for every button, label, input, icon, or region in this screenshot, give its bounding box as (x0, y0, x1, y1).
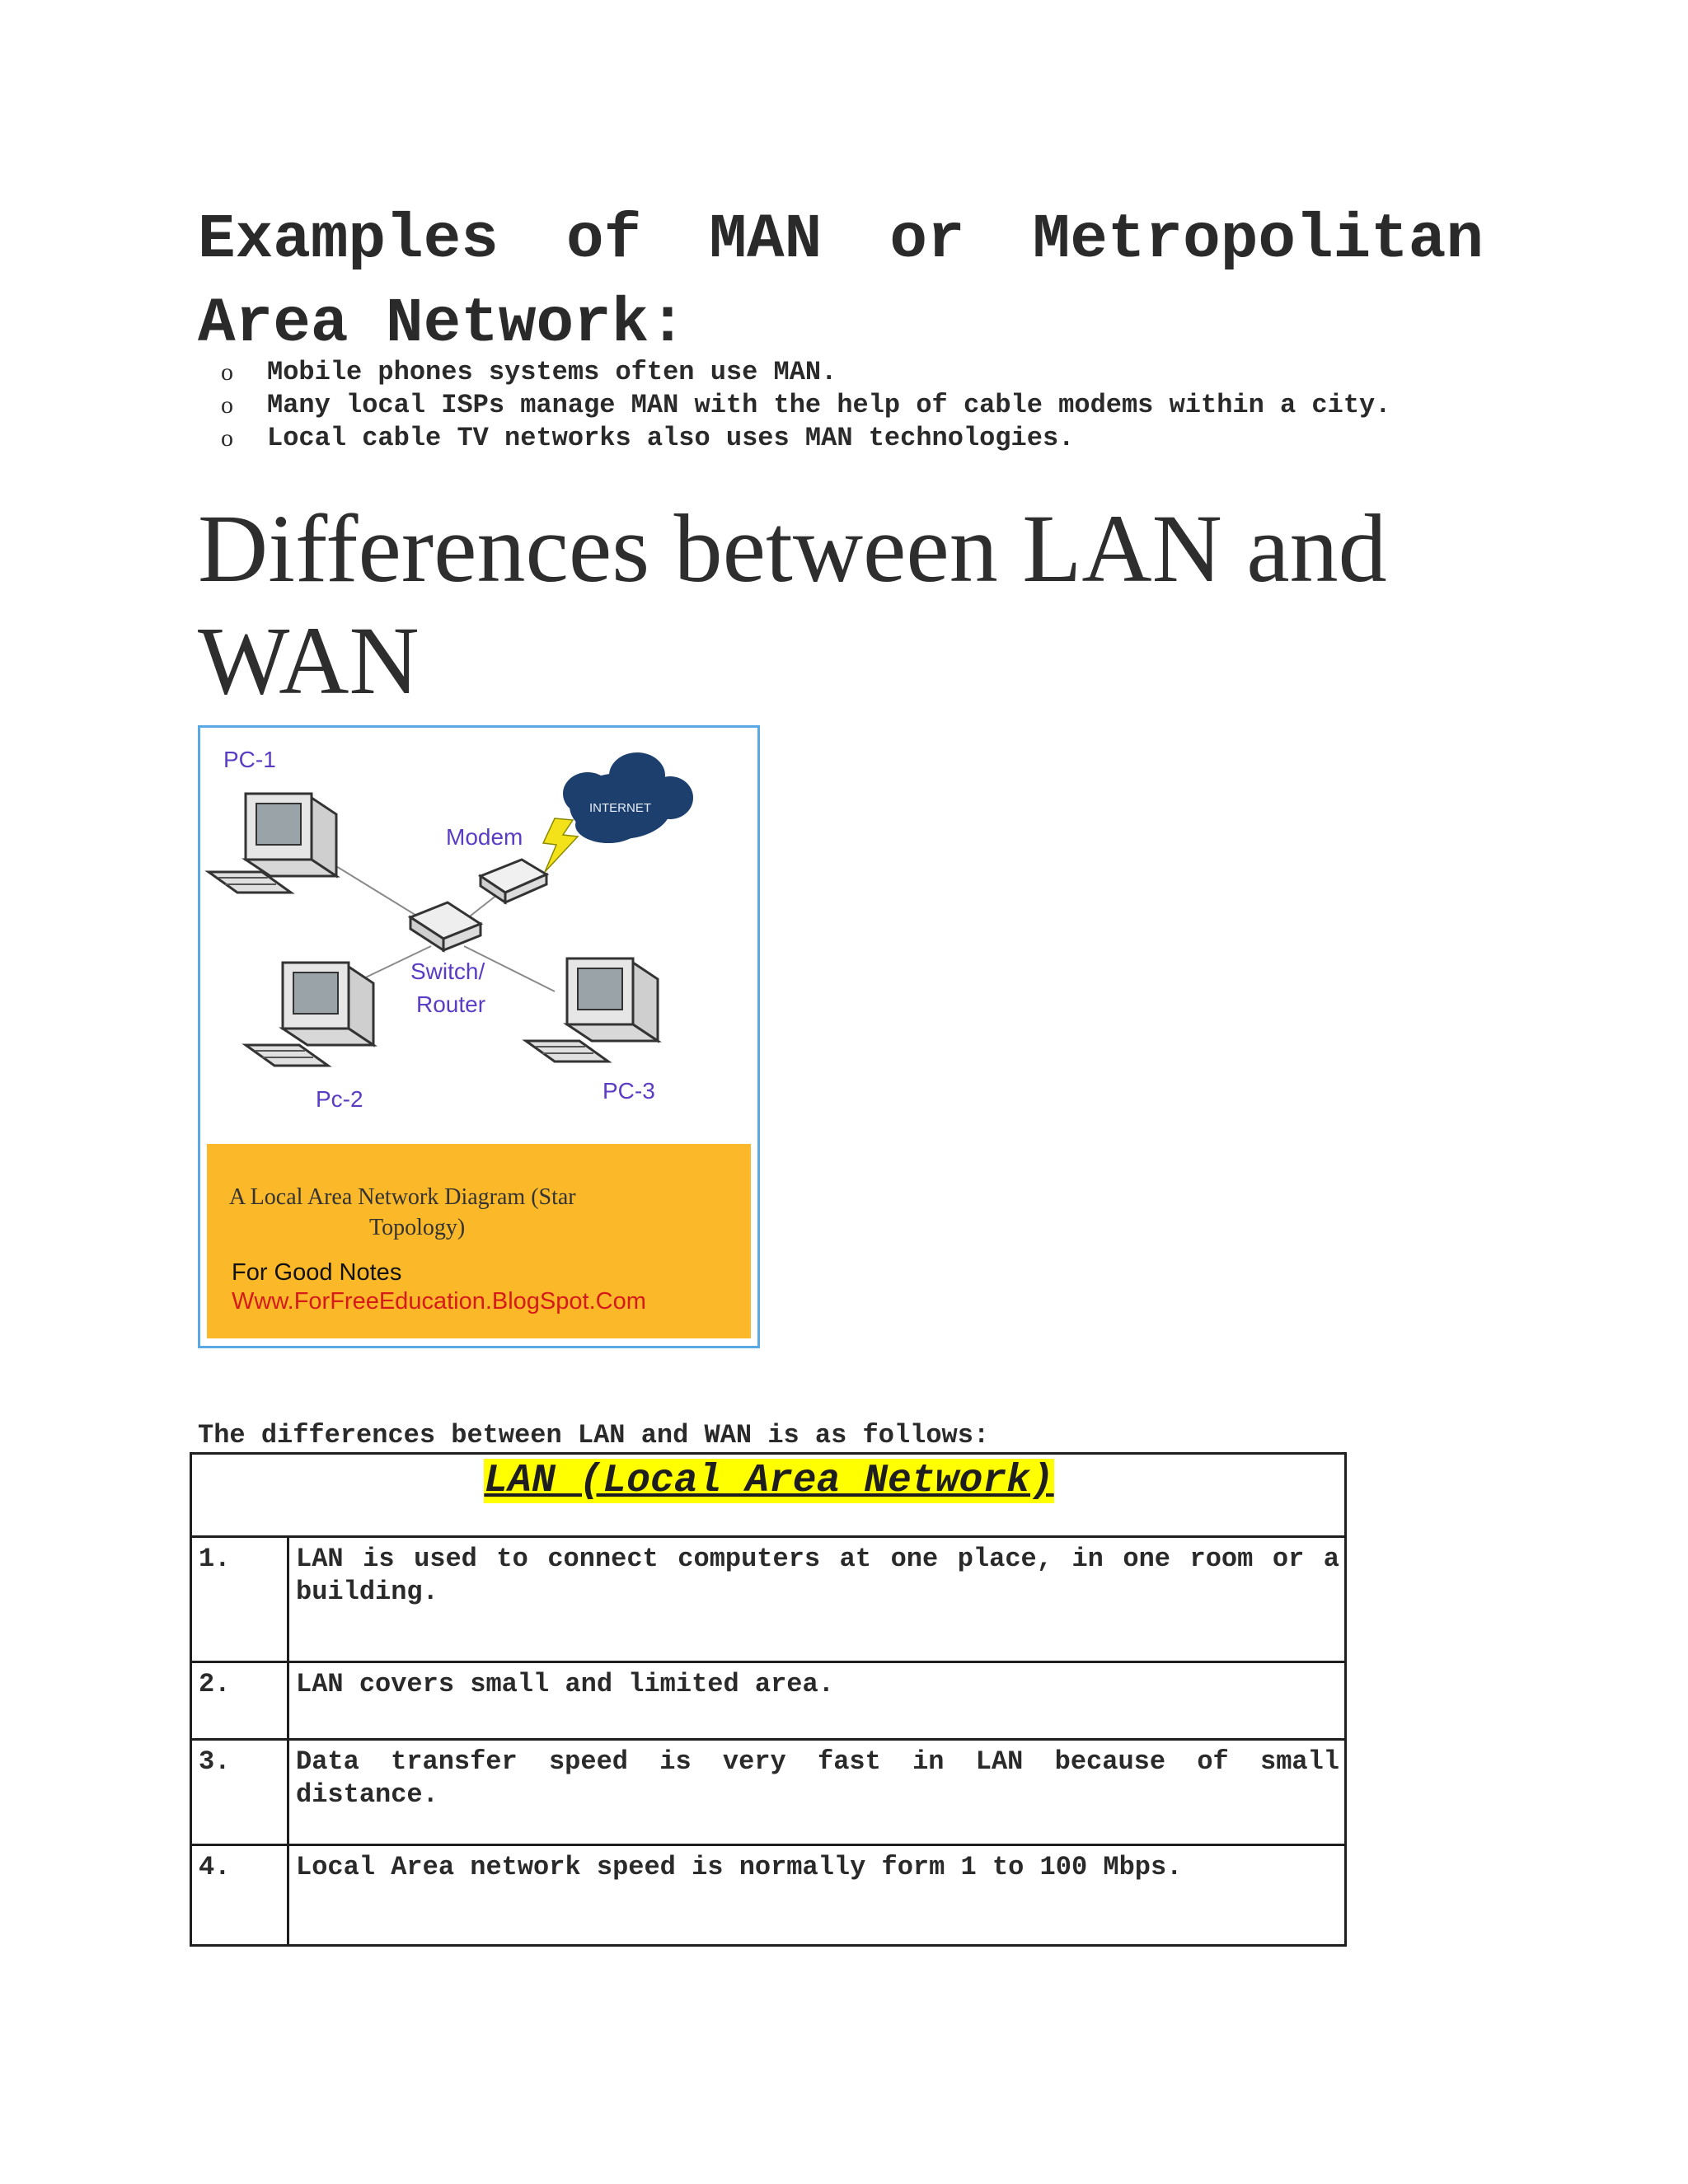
pc3-label: PC-3 (603, 1078, 655, 1104)
row-text: LAN is used to connect computers at one place, in one room or a building. (288, 1537, 1346, 1662)
table-row (191, 1537, 1346, 1662)
table-row (191, 1845, 1346, 1946)
list-item (198, 389, 1484, 422)
pc1-label: PC-1 (223, 747, 276, 772)
pc3-computer-icon (526, 958, 658, 1062)
table-header-row (191, 1454, 1346, 1537)
row-number: 2. (191, 1662, 288, 1740)
switch-label: Switch/ (410, 958, 485, 984)
internet-cloud-icon (563, 752, 693, 843)
list-item-text: Local cable TV networks also uses MAN technologies. (267, 423, 1075, 453)
modem-icon (481, 860, 546, 902)
row-number: 3. (191, 1740, 288, 1845)
table-title: LAN (Local Area Network) (484, 1459, 1054, 1503)
diagram-caption-line2: Topology) (369, 1215, 466, 1240)
man-examples-heading: Examples of MAN or Metropolitan Area Network: (198, 204, 1484, 359)
diagram-url: Www.ForFreeEducation.BlogSpot.Com (232, 1288, 646, 1315)
switch-router-icon (410, 902, 481, 950)
bullet-marker: o (221, 359, 233, 386)
list-item (198, 422, 1484, 455)
row-number: 4. (191, 1845, 288, 1946)
internet-label: INTERNET (589, 801, 651, 815)
lightning-icon (543, 818, 578, 872)
pc1-computer-icon (209, 794, 336, 893)
row-text: Data transfer speed is very fast in LAN because of small distance. (288, 1740, 1346, 1845)
table-title-cell (191, 1454, 1346, 1537)
bullet-marker: o (221, 424, 233, 452)
pc2-label: Pc-2 (316, 1086, 363, 1112)
diagram-credit: For Good Notes (232, 1259, 402, 1286)
bullet-marker: o (221, 391, 233, 419)
row-number: 1. (191, 1537, 288, 1662)
list-item (198, 356, 1484, 389)
lan-characteristics-table (190, 1452, 1347, 1947)
list-item-text: Many local ISPs manage MAN with the help of cable modems within a city. (267, 390, 1391, 420)
router-label: Router (416, 991, 486, 1017)
row-text: Local Area network speed is normally form 1 to 100 Mbps. (288, 1845, 1346, 1946)
diagram-caption-line1: A Local Area Network Diagram (Star (229, 1184, 576, 1210)
pc2-computer-icon (246, 963, 373, 1066)
lan-wan-heading: Differences between LAN and WAN (198, 494, 1387, 715)
table-row (191, 1740, 1346, 1845)
list-item-text: Mobile phones systems often use MAN. (267, 357, 837, 387)
lan-star-topology-diagram (198, 725, 760, 1348)
row-text: LAN covers small and limited area. (288, 1662, 1346, 1740)
table-row (191, 1662, 1346, 1740)
man-examples-list (198, 356, 1484, 455)
modem-label: Modem (446, 824, 523, 850)
lan-wan-intro-text: The differences between LAN and WAN is as follows: (198, 1420, 990, 1451)
